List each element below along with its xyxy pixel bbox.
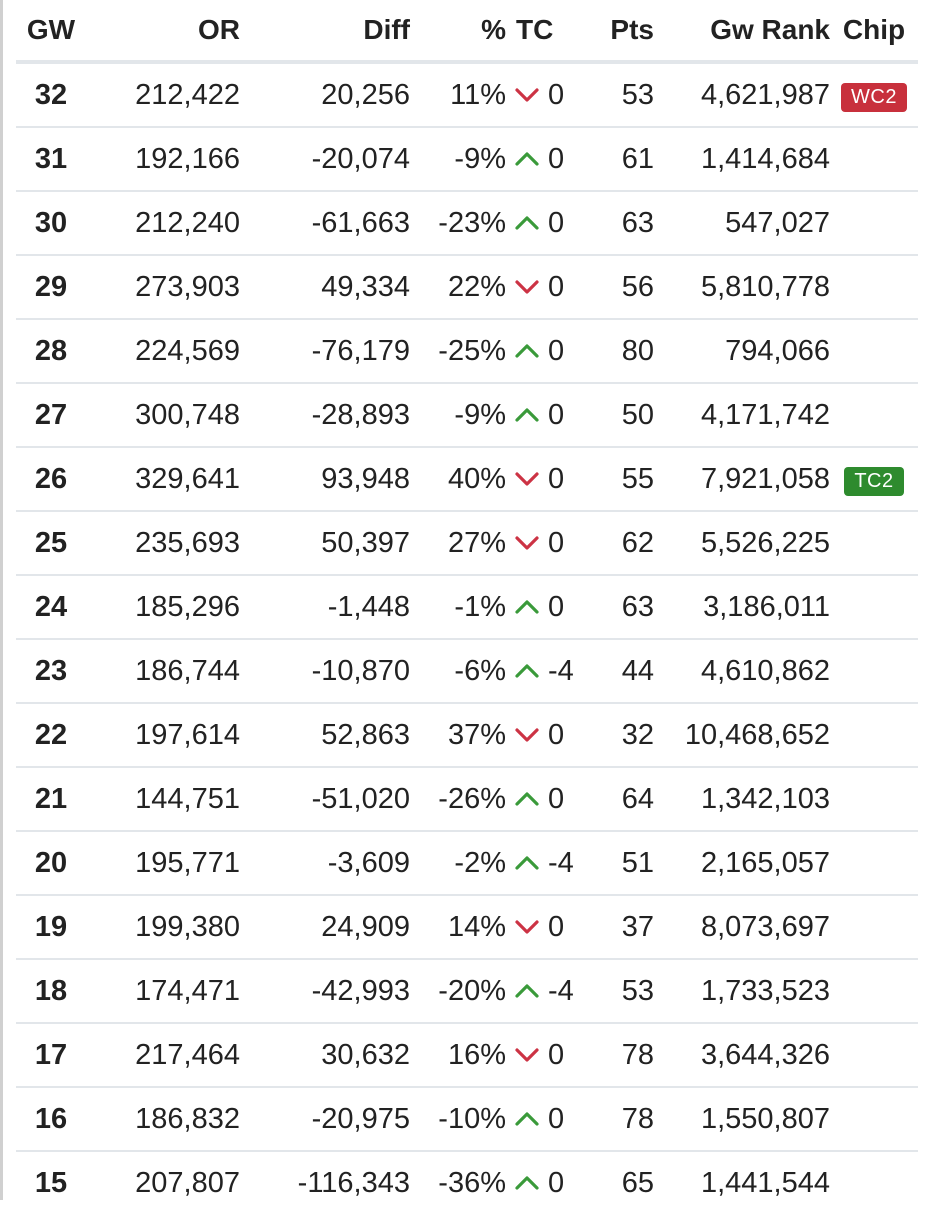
cell-tc <box>506 831 590 895</box>
chevron-up-icon <box>514 658 540 684</box>
cell-chip <box>830 1151 918 1214</box>
tc-value: 0 <box>548 334 565 367</box>
table-row[interactable] <box>16 895 918 959</box>
left-border <box>0 0 3 1200</box>
cell-tc <box>506 639 590 703</box>
cell-gw-rank: 547,027 <box>654 191 830 255</box>
tc-value: 0 <box>548 142 565 175</box>
cell-chip <box>830 319 918 383</box>
header-pts[interactable]: Pts <box>590 0 654 62</box>
cell-overall-rank: 197,614 <box>86 703 240 767</box>
cell-gw: 23 <box>16 639 86 703</box>
chip-badge: TC2 <box>844 467 903 496</box>
tc-value: 0 <box>548 718 565 751</box>
table-row[interactable] <box>16 703 918 767</box>
cell-gw: 22 <box>16 703 86 767</box>
cell-pts: 65 <box>621 1166 654 1199</box>
cell-chip <box>830 511 918 575</box>
cell-tc <box>506 575 590 639</box>
cell-pts: 61 <box>590 127 654 191</box>
cell-gw-rank: 794,066 <box>654 319 830 383</box>
cell-overall-rank: 186,832 <box>86 1087 240 1151</box>
cell-pts: 63 <box>590 575 654 639</box>
cell-pts: 80 <box>590 319 654 383</box>
cell-gw: 20 <box>16 831 86 895</box>
cell-gw-rank: 5,526,225 <box>654 511 830 575</box>
cell-tc <box>506 319 590 383</box>
table-row[interactable] <box>16 127 918 191</box>
cell-overall-rank: 273,903 <box>86 255 240 319</box>
cell-diff: -3,609 <box>240 831 410 895</box>
cell-overall-rank: 185,296 <box>86 575 240 639</box>
cell-tc <box>506 959 590 1023</box>
chevron-down-icon <box>514 722 540 748</box>
tc-value: 0 <box>548 782 565 815</box>
cell-tc <box>506 767 590 831</box>
cell-gw: 15 <box>34 1166 68 1199</box>
cell-diff: -20,074 <box>240 127 410 191</box>
cell-percent: 22% <box>410 255 506 319</box>
cell-overall-rank: 174,471 <box>86 959 240 1023</box>
cell-percent: -2% <box>410 831 506 895</box>
cell-pts: 78 <box>590 1023 654 1087</box>
cell-chip <box>830 767 918 831</box>
cell-tc <box>506 703 590 767</box>
cell-diff: -42,993 <box>240 959 410 1023</box>
table-body <box>16 62 918 1214</box>
cell-percent: -26% <box>410 767 506 831</box>
cell-gw: 19 <box>16 895 86 959</box>
cell-pts: 53 <box>590 959 654 1023</box>
table-row[interactable] <box>16 575 918 639</box>
cell-diff: 30,632 <box>240 1023 410 1087</box>
cell-percent: 27% <box>410 511 506 575</box>
cell-percent: -25% <box>410 319 506 383</box>
cell-chip <box>830 383 918 447</box>
cell-chip <box>830 255 918 319</box>
cell-gw-rank: 1,342,103 <box>654 767 830 831</box>
cell-chip <box>830 127 918 191</box>
cell-tc <box>506 1023 590 1087</box>
cell-chip <box>830 575 918 639</box>
cell-tc <box>506 1087 590 1151</box>
cell-tc <box>506 127 590 191</box>
cell-pts: 53 <box>590 62 654 127</box>
cell-overall-rank: 300,748 <box>86 383 240 447</box>
table-row[interactable] <box>16 255 918 319</box>
cell-pts: 32 <box>590 703 654 767</box>
table-row[interactable] <box>16 383 918 447</box>
chevron-down-icon <box>514 530 540 556</box>
cell-chip <box>830 703 918 767</box>
cell-percent: 11% <box>410 62 506 127</box>
table-header-row <box>16 0 918 62</box>
cell-overall-rank: 329,641 <box>86 447 240 511</box>
gameweek-history-table <box>16 0 918 1214</box>
cell-percent: 16% <box>410 1023 506 1087</box>
cell-gw: 24 <box>16 575 86 639</box>
cell-diff: 93,948 <box>240 447 410 511</box>
cell-overall-rank: 195,771 <box>86 831 240 895</box>
cell-gw-rank: 4,610,862 <box>654 639 830 703</box>
cell-chip <box>830 1023 918 1087</box>
tc-value: 0 <box>548 526 565 559</box>
table-row[interactable] <box>16 1151 918 1214</box>
cell-gw: 25 <box>16 511 86 575</box>
tc-value: -4 <box>548 974 574 1007</box>
cell-gw: 27 <box>16 383 86 447</box>
chevron-down-icon <box>514 82 540 108</box>
chevron-down-icon <box>514 466 540 492</box>
tc-value: 0 <box>548 206 565 239</box>
tc-value: 0 <box>548 398 565 431</box>
tc-value: -4 <box>548 846 574 879</box>
chevron-up-icon <box>514 1170 540 1196</box>
cell-overall-rank: 212,240 <box>86 191 240 255</box>
cell-tc <box>506 62 590 127</box>
cell-pts: 37 <box>590 895 654 959</box>
cell-gw: 31 <box>16 127 86 191</box>
cell-pts: 51 <box>590 831 654 895</box>
cell-gw: 28 <box>16 319 86 383</box>
cell-overall-rank: 224,569 <box>86 319 240 383</box>
tc-value: 0 <box>548 1102 565 1135</box>
cell-overall-rank: 186,744 <box>86 639 240 703</box>
tc-value: 0 <box>548 270 565 303</box>
cell-pts: 44 <box>590 639 654 703</box>
cell-gw-rank: 7,921,058 <box>654 447 830 511</box>
chevron-up-icon <box>514 210 540 236</box>
cell-diff: 49,334 <box>240 255 410 319</box>
cell-percent: -1% <box>410 575 506 639</box>
header-gw-rank[interactable]: Gw Rank <box>654 0 830 62</box>
cell-diff: -116,343 <box>297 1166 410 1199</box>
cell-gw: 21 <box>16 767 86 831</box>
cell-chip <box>830 959 918 1023</box>
header-or[interactable]: OR <box>86 0 240 62</box>
cell-gw: 32 <box>16 62 86 127</box>
cell-pts: 62 <box>590 511 654 575</box>
cell-chip <box>830 447 918 511</box>
cell-overall-rank: 235,693 <box>86 511 240 575</box>
tc-value: 0 <box>548 910 565 943</box>
cell-gw-rank: 4,621,987 <box>654 62 830 127</box>
chevron-up-icon <box>514 786 540 812</box>
header-percent[interactable]: % <box>410 0 506 62</box>
cell-tc <box>506 895 590 959</box>
tc-value: -4 <box>548 654 574 687</box>
cell-diff: 24,909 <box>240 895 410 959</box>
cell-overall-rank: 144,751 <box>86 767 240 831</box>
cell-diff: -51,020 <box>240 767 410 831</box>
cell-gw-rank: 1,414,684 <box>654 127 830 191</box>
cell-chip <box>830 639 918 703</box>
cell-percent: 40% <box>410 447 506 511</box>
cell-percent: -23% <box>410 191 506 255</box>
table-row[interactable] <box>16 191 918 255</box>
chevron-down-icon <box>514 914 540 940</box>
cell-tc <box>506 511 590 575</box>
tc-value: 0 <box>548 1038 565 1071</box>
cell-diff: 50,397 <box>240 511 410 575</box>
cell-overall-rank: 207,807 <box>135 1166 240 1199</box>
cell-percent: 14% <box>410 895 506 959</box>
cell-chip <box>830 1087 918 1151</box>
cell-chip <box>830 191 918 255</box>
cell-gw-rank: 10,468,652 <box>654 703 830 767</box>
header-diff[interactable]: Diff <box>240 0 410 62</box>
cell-gw: 30 <box>16 191 86 255</box>
cell-tc <box>506 191 590 255</box>
cell-tc <box>506 383 590 447</box>
cell-pts: 64 <box>590 767 654 831</box>
cell-tc <box>506 255 590 319</box>
cell-percent: 37% <box>410 703 506 767</box>
chevron-up-icon <box>514 402 540 428</box>
cell-chip <box>830 895 918 959</box>
cell-diff: -1,448 <box>240 575 410 639</box>
cell-diff: -28,893 <box>240 383 410 447</box>
cell-gw-rank: 4,171,742 <box>654 383 830 447</box>
cell-percent: -36% <box>438 1166 506 1199</box>
cell-gw-rank: 1,733,523 <box>654 959 830 1023</box>
cell-gw-rank: 2,165,057 <box>654 831 830 895</box>
table-row[interactable] <box>16 1087 918 1151</box>
cell-pts: 50 <box>590 383 654 447</box>
table-row[interactable] <box>16 831 918 895</box>
cell-percent: -10% <box>410 1087 506 1151</box>
cell-percent: -20% <box>410 959 506 1023</box>
table-row[interactable] <box>16 62 918 127</box>
cell-overall-rank: 192,166 <box>86 127 240 191</box>
cell-overall-rank: 199,380 <box>86 895 240 959</box>
cell-percent: -6% <box>410 639 506 703</box>
tc-value: 0 <box>548 78 565 111</box>
cell-percent: -9% <box>410 383 506 447</box>
chevron-up-icon <box>514 594 540 620</box>
cell-diff: -20,975 <box>240 1087 410 1151</box>
cell-gw-rank: 8,073,697 <box>654 895 830 959</box>
tc-value: 0 <box>548 1166 565 1199</box>
cell-pts: 78 <box>590 1087 654 1151</box>
tc-value: 0 <box>548 590 565 623</box>
cell-pts: 63 <box>590 191 654 255</box>
chevron-up-icon <box>514 850 540 876</box>
tc-value: 0 <box>548 462 565 495</box>
cell-diff: -76,179 <box>240 319 410 383</box>
chip-badge: WC2 <box>841 83 907 112</box>
cell-gw-rank: 5,810,778 <box>654 255 830 319</box>
cell-overall-rank: 217,464 <box>86 1023 240 1087</box>
cell-percent: -9% <box>410 127 506 191</box>
cell-gw-rank: 3,644,326 <box>654 1023 830 1087</box>
cell-gw: 26 <box>16 447 86 511</box>
cell-pts: 55 <box>590 447 654 511</box>
cell-chip <box>830 831 918 895</box>
table-row[interactable] <box>16 447 918 511</box>
cell-gw: 17 <box>16 1023 86 1087</box>
cell-overall-rank: 212,422 <box>86 62 240 127</box>
chevron-down-icon <box>514 274 540 300</box>
cell-diff: 20,256 <box>240 62 410 127</box>
cell-pts: 56 <box>590 255 654 319</box>
chevron-up-icon <box>514 1106 540 1132</box>
header-tc[interactable]: TC <box>506 0 590 62</box>
table-row[interactable] <box>16 959 918 1023</box>
cell-tc <box>506 1151 590 1214</box>
cell-tc <box>506 447 590 511</box>
table-row[interactable] <box>16 639 918 703</box>
table-row[interactable] <box>16 767 918 831</box>
cell-diff: 52,863 <box>240 703 410 767</box>
chevron-up-icon <box>514 338 540 364</box>
header-gw[interactable]: GW <box>16 0 86 62</box>
table-row[interactable] <box>16 319 918 383</box>
chevron-up-icon <box>514 978 540 1004</box>
cell-gw-rank: 1,550,807 <box>654 1087 830 1151</box>
cell-gw: 29 <box>16 255 86 319</box>
cell-gw-rank: 3,186,011 <box>654 575 830 639</box>
cell-diff: -61,663 <box>240 191 410 255</box>
chevron-down-icon <box>514 1042 540 1068</box>
cell-gw: 18 <box>16 959 86 1023</box>
cell-gw: 16 <box>16 1087 86 1151</box>
cell-gw-rank: 1,441,544 <box>700 1166 830 1199</box>
table-row[interactable] <box>16 511 918 575</box>
table-row[interactable] <box>16 1023 918 1087</box>
cell-diff: -10,870 <box>240 639 410 703</box>
header-chip[interactable]: Chip <box>830 0 918 62</box>
cell-chip <box>830 62 918 127</box>
chevron-up-icon <box>514 146 540 172</box>
